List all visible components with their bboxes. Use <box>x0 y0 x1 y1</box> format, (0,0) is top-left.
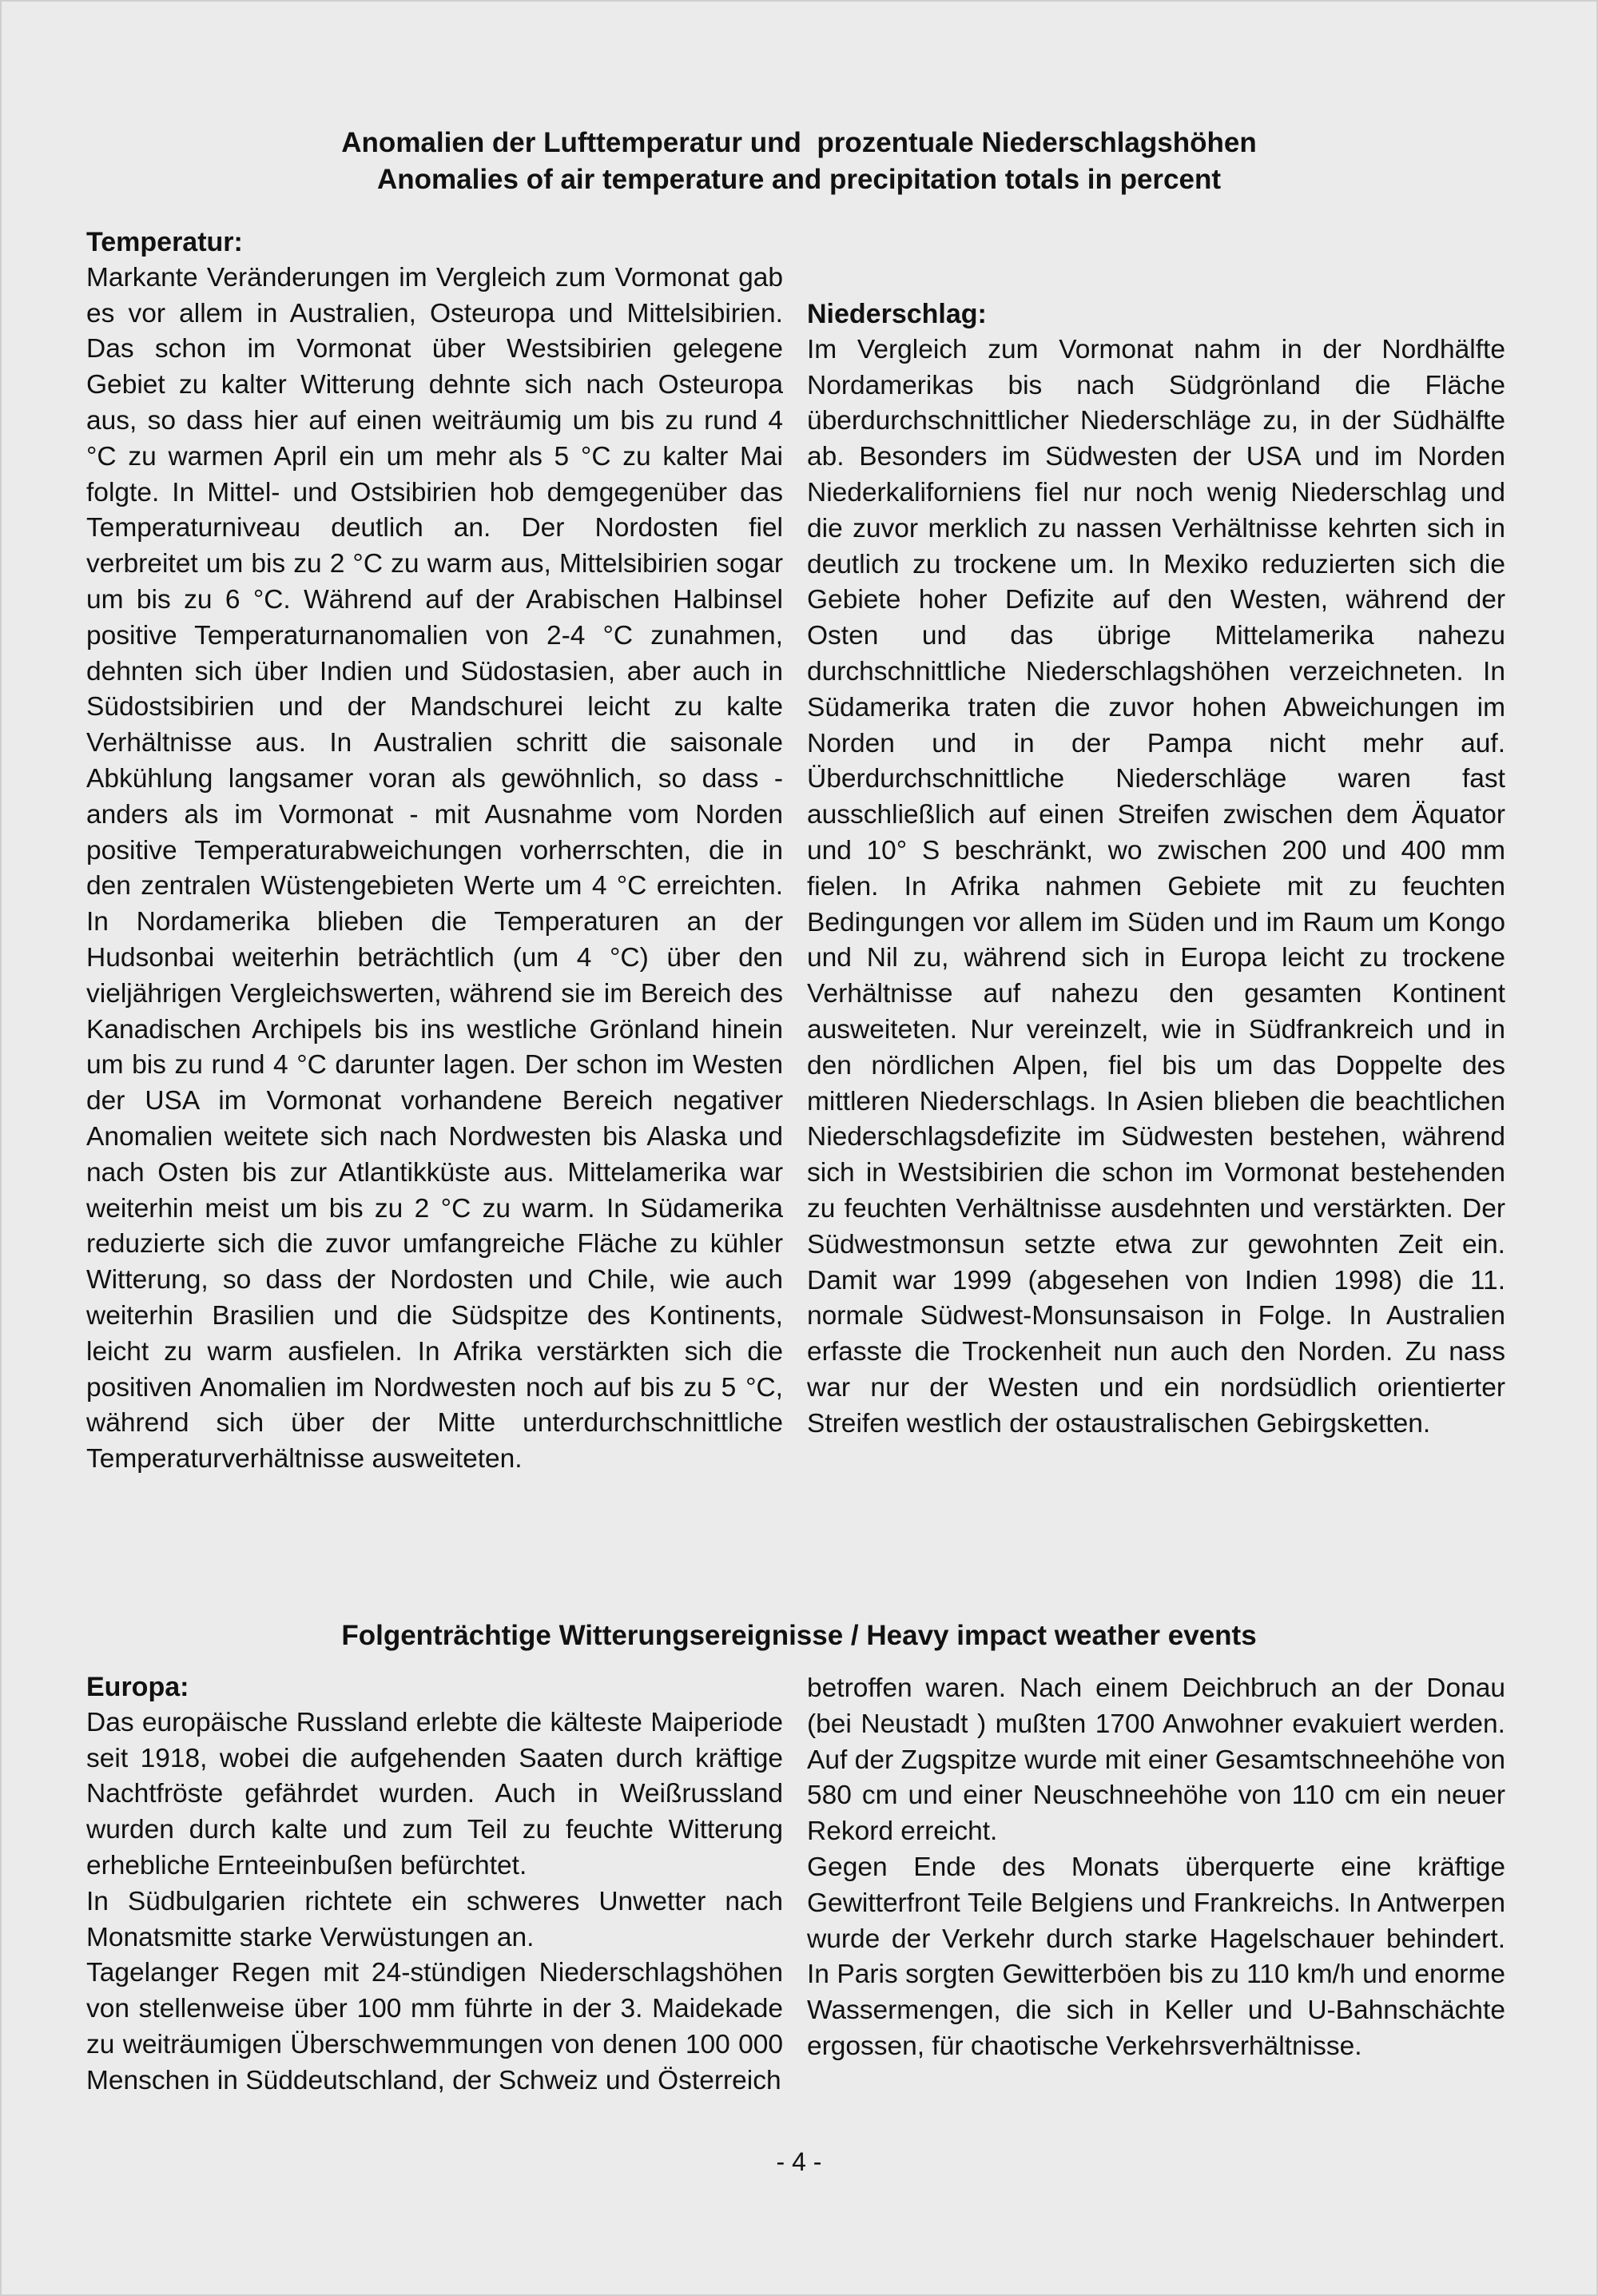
event-russia-paragraph: Das europäische Russland erlebte die kälteste Maiperiode seit 1918, wobei die aufgehenden Saaten durch kräftige Nachtfröste gefährdet wurden. Auch in Weißrussland wurden durch kalte und zum Teil zu feuchte Witterung erhebliche Ernteeinbußen befürchtet. <box>86 1707 783 1880</box>
europe-column-left <box>86 1669 783 2099</box>
event-flood-paragraph: Tagelanger Regen mit 24-stündigen Niederschlagshöhen von stellenweise über 100 mm führte in der 3. Maidekade zu weiträumigen Überschwemmungen von denen 100 000 Menschen in Süddeutschland, der Schweiz und Österreich <box>86 1958 783 2095</box>
precipitation-heading: Niederschlag: <box>807 299 987 329</box>
europe-heading: Europa: <box>86 1672 189 1702</box>
title-english: Anomalies of air temperature and precipitation totals in percent <box>376 164 1222 195</box>
event-flood-paragraph-continued: betroffen waren. Nach einem Deichbruch an der Donau (bei Neustadt ) mußten 1700 Anwohner evakuiert werden. Auf der Zugspitze wurde mit einer Gesamtschneehöhe von 580 cm und einer Neuschneehöhe von 110 cm ein neuer Rekord erreicht. <box>807 1673 1505 1847</box>
temperature-column <box>86 225 783 1478</box>
temperature-text: Markante Veränderungen im Vergleich zum Vormonat gab es vor allem in Australien, Osteuropa und Mittelsibirien. Das schon im Vormonat über Westsibirien gelegene Gebiet zu kalter Witterung dehnte sich nach Osteuropa aus, so dass hier auf einen weiträumig um bis zu rund 4 °C zu warmen April ein um mehr als 5 °C zu kalter Mai folgte. In Mittel- und Ostsibirien hob demgegenüber das Temperaturniveau deutlich an. Der Nordosten fiel verbreitet um bis zu 2 °C zu warm aus, Mittelsibirien sogar um bis zu 6 °C. Während auf der Arabischen Halbinsel positive Temperaturnanomalien von 2-4 °C zunahmen, dehnten sich über Indien und Südostasien, aber auch in Südostsibirien und der Mandschurei leicht zu kalte Verhältnisse aus. In Australien schritt die saisonale Abkühlung langsamer voran als gewöhnlich, so dass - anders als im Vormonat - mit Ausnahme vom Norden positive Temperaturabweichungen vorherrschten, die in den zentralen Wüstengebieten Werte um 4 °C erreichten. In Nordamerika blieben die Temperaturen an der Hudsonbai weiterhin beträchtlich (um 4 °C) über den vieljährigen Vergleichswerten, während sie im Bereich des Kanadischen Archipels bis ins westliche Grönland hinein um bis zu rund 4 °C darunter lagen. Der schon im Westen der USA im Vormonat vorhandene Bereich negativer Anomalien weitete sich nach Nordwesten bis Alaska und nach Osten bis zur Atlantikküste aus. Mittelamerika war weiterhin meist um bis zu 2 °C zu warm. In Südamerika reduzierte sich die zuvor umfangreiche Fläche zu kühler Witterung, so dass der Nordosten und Chile, wie auch weiterhin Brasilien und die Südspitze des Kontinents, leicht zu warm ausfielen. In Afrika verstärkten sich die positiven Anomalien im Nordwesten noch auf bis zu 5 °C, während sich über der Mitte unterdurchschnittliche Temperaturverhältnisse ausweiteten. <box>86 262 783 1474</box>
europe-column-right <box>807 1671 1505 2065</box>
precipitation-text: Im Vergleich zum Vormonat nahm in der Nordhälfte Nordamerikas bis nach Südgrönland die Fläche überdurchschnittlicher Niederschläge zu, in der Südhälfte ab. Besonders im Südwesten der USA und im Norden Niederkaliforniens fiel nur noch wenig Niederschlag und die zuvor merklich zu nassen Verhältnisse kehrten sich in deutlich zu trockene um. In Mexiko reduzierten sich die Gebiete hoher Defizite auf den Westen, während der Osten und das übrige Mittelamerika nahezu durchschnittliche Niederschlagshöhen verzeichneten. In Südamerika traten die zuvor hohen Abweichungen im Norden und in der Pampa nicht mehr auf. Überdurchschnittliche Niederschläge waren fast ausschließlich auf einen Streifen zwischen dem Äquator und 10° S beschränkt, wo zwischen 200 und 400 mm fielen. In Afrika nahmen Gebiete mit zu feuchten Bedingungen vor allem im Süden und im Raum um Kongo und Nil zu, während sich in Europa leicht zu trockene Verhältnisse auf nahezu den gesamten Kontinent ausweiteten. Nur vereinzelt, wie in Südfrankreich und in den nördlichen Alpen, fiel bis um das Doppelte des mittleren Niederschlags. In Asien blieben die beachtlichen Niederschlagsdefizite im Südwesten bestehen, während sich in Westsibirien die schon im Vormonat bestehenden zu feuchten Verhältnisse ausdehnten und verstärkten. Der Südwestmonsun setzte etwa zur gewohnten Zeit ein. Damit war 1999 (abgesehen von Indien 1998) die 11. normale Südwest-Monsunsaison in Folge. In Australien erfasste die Trockenheit nun auch den Norden. Zu nass war nur der Westen und ein nordsüdlich orientierter Streifen westlich der ostaustralischen Gebirgsketten. <box>807 334 1505 1438</box>
event-storm-paragraph: Gegen Ende des Monats überquerte eine kräftige Gewitterfront Teile Belgiens und Frankreichs. In Antwerpen wurde der Verkehr durch starke Hagelschauer behindert. In Paris sorgten Gewitterböen bis zu 110 km/h und enorme Wassermengen, die sich in Keller und U-Bahnschächte ergossen, für chaotische Verkehrsverhältnisse. <box>807 1852 1505 2061</box>
temperature-text-overflow <box>807 226 1505 262</box>
precipitation-column <box>807 226 1505 1442</box>
weather-events-title: Folgenträchtige Witterungsereignisse / Heavy impact weather events <box>341 1620 1257 1651</box>
title-german: Anomalien der Lufttemperatur und prozentuale Niederschlagshöhen <box>341 127 1257 158</box>
temperature-heading: Temperatur: <box>86 227 243 257</box>
page-number: - 4 - <box>776 2147 822 2176</box>
event-bulgaria-paragraph: In Südbulgarien richtete ein schweres Unwetter nach Monatsmitte starke Verwüstungen an. <box>86 1886 783 1952</box>
page-header <box>80 125 1518 198</box>
